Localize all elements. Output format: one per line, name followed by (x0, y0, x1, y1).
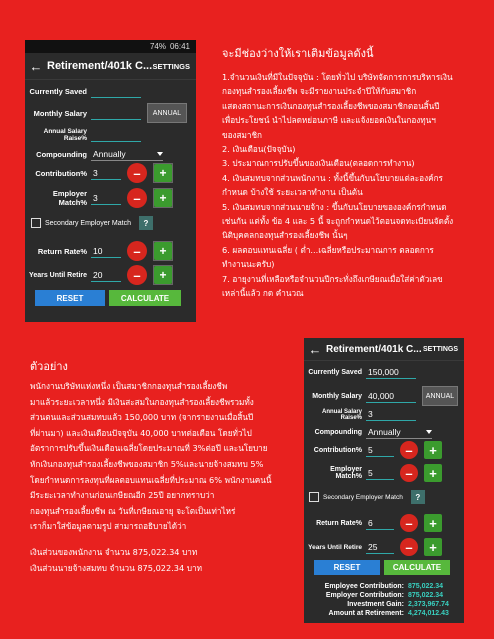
example-paragraph (30, 379, 288, 535)
plus-icon: + (154, 189, 172, 207)
instruction-line: ทำงานนะครับ) (222, 259, 275, 270)
monthly-salary-input[interactable] (91, 107, 141, 120)
back-arrow-icon[interactable]: ← (308, 341, 322, 357)
plus-icon: + (154, 266, 172, 284)
annual-raise-input[interactable]: 3 (366, 408, 416, 421)
app-title: Retirement/401k C... (47, 60, 153, 72)
return-rate-minus-button[interactable]: – (400, 514, 418, 532)
years-plus-button[interactable] (153, 265, 173, 285)
employer-match-input[interactable]: 3 (91, 192, 121, 205)
contribution-label: Contribution% (35, 168, 87, 178)
return-rate-label: Return Rate% (316, 519, 362, 527)
app-bar (304, 338, 464, 361)
instruction-line: กำหนด บ้างใช้ ระยะเวลาทำงาน เป็นต้น (222, 187, 363, 198)
years-input[interactable]: 20 (91, 269, 121, 282)
return-rate-input[interactable]: 10 (91, 245, 121, 258)
instruction-line: นิติบุคคลกองทุนสำรองเลี้ยงชีพ นั้นๆ (222, 230, 348, 241)
employer-match-minus-button[interactable]: – (400, 464, 418, 482)
contribution-minus-button[interactable]: – (400, 441, 418, 459)
currently-saved-input[interactable]: 150,000 (366, 366, 416, 379)
app-title: Retirement/401k C... (326, 343, 422, 355)
result-label: Employee Contribution: (324, 583, 404, 590)
contribution-label: Contribution% (313, 446, 362, 454)
results-labels (304, 582, 404, 618)
plus-icon: + (154, 164, 172, 182)
instruction-line: 6. ผลตอบแทนเฉลี่ย ( ต่ำ...เฉลี่ยหรือประมาณการ ตลอดการ (222, 244, 434, 255)
years-label: Years Until Retire (29, 271, 87, 279)
result-value: 2,373,967.74 (408, 601, 449, 608)
currently-saved-label: Currently Saved (308, 369, 362, 376)
dropdown-caret-icon (157, 152, 163, 156)
phone-screen-1 (25, 40, 196, 322)
example-line: มีระยะเวลาทำงานก่อนเกษียณอีก 25ปี อยากทราบว่า (30, 490, 215, 501)
secondary-employer-label: Secondary Employer Match (45, 219, 131, 227)
example-line: ที่ผ่านมา) และเงินเดือนปัจจุบัน 40,000 บาทต่อเดือน โดยทั่วไป (30, 427, 252, 438)
instruction-line: ของสมาชิก (222, 129, 263, 140)
employer-match-input[interactable]: 5 (366, 467, 394, 480)
result-value: 4,274,012.43 (408, 610, 449, 617)
back-arrow-icon[interactable]: ← (29, 58, 43, 74)
example-line: หักเงินกองทุนสำรองเลี้ยงชีพของสมาชิก 5%และนายจ้างสมทบ 5% (30, 458, 264, 469)
plus-icon: + (154, 242, 172, 260)
compounding-label: Compounding (314, 429, 362, 436)
phone-screen-2 (304, 338, 464, 623)
example-line: มาแล้วระยะเวลาหนึ่ง มีเงินสะสมในกองทุนสำรองเลี้ยงชีพรวมทั้ง (30, 396, 254, 407)
secondary-employer-label: Secondary Employer Match (323, 493, 403, 501)
annual-raise-label: Annual Salary Raise% (321, 408, 362, 421)
employer-match-label: Employer Match% (52, 189, 87, 207)
example-line: พนักงานบริษัทแห่งหนึ่ง เป็นสมาชิกกองทุนสำรองเลี้ยงชีพ (30, 381, 228, 391)
instructions-list (222, 70, 484, 301)
calculate-button[interactable]: CALCULATE (384, 560, 450, 575)
contribution-minus-button[interactable]: – (127, 163, 147, 183)
example-summary (30, 545, 288, 576)
return-rate-plus-button[interactable] (153, 241, 173, 261)
compounding-label: Compounding (36, 150, 87, 159)
result-value: 875,022.34 (408, 583, 444, 590)
monthly-salary-label: Monthly Salary (312, 392, 362, 400)
help-button[interactable]: ? (139, 216, 153, 230)
years-minus-button[interactable]: – (127, 265, 147, 285)
instruction-line: กองทุนสำรองเลี้ยงชีพ จะมีรายงานประจำปีให้กับสมาชิก (222, 86, 417, 97)
instruction-line: เช่นกัน แต่ทั้ง ข้อ 4 และ 5 นี้ จะถูกกำหนดไว้ตอนจดทะเบียนจัดตั้ง (222, 216, 454, 227)
secondary-employer-checkbox[interactable] (31, 218, 41, 228)
example-line: อัตราการปรับขึ้นเงินเดือนเฉลี่ยโดยประมาณที่ 3%ต่อปี และนโยบาย (30, 443, 268, 454)
example-line: กองทุนสำรองเลี้ยงชีพ ณ วันที่เกษียณอายุ จะโตเป็นเท่าไหร่ (30, 505, 236, 516)
example-line: ส่วนตนและส่วนสมทบแล้ว 150,000 บาท (จากรายงานเมื่อสิ้นปี (30, 412, 254, 423)
employer-match-minus-button[interactable]: – (127, 188, 147, 208)
contribution-input[interactable]: 3 (91, 167, 121, 180)
result-value: 875,022.34 (408, 592, 444, 599)
reset-button[interactable]: RESET (314, 560, 380, 575)
instructions-title: จะมีช่องว่างให้เราเติมข้อมูลดังนี้ (222, 47, 374, 60)
years-label: Years Until Retire (308, 543, 362, 551)
currently-saved-label: Currently Saved (29, 87, 87, 96)
annual-button[interactable]: ANNUAL (422, 386, 458, 406)
battery-indicator: 74% (149, 42, 166, 51)
example-title: ตัวอย่าง (30, 360, 68, 373)
years-plus-button[interactable]: + (424, 538, 442, 556)
return-rate-label: Return Rate% (37, 246, 87, 256)
compounding-select[interactable] (366, 426, 432, 439)
instruction-line: 4. เงินสมทบจากส่วนพนักงาน : ทั้งนี้ขึ้นกับนโยบายแต่ละองค์กร (222, 172, 443, 183)
return-rate-minus-button[interactable]: – (127, 241, 147, 261)
employer-match-label: Employer Match% (330, 466, 362, 480)
summary-line: เงินส่วนนายจ้างสมทบ จำนวน 875,022.34 บาท (30, 562, 203, 573)
employer-match-plus-button[interactable] (153, 188, 173, 208)
monthly-salary-input[interactable]: 40,000 (366, 390, 416, 403)
years-input[interactable]: 25 (366, 541, 394, 554)
contribution-plus-button[interactable] (153, 163, 173, 183)
dropdown-caret-icon (426, 430, 432, 434)
example-line: เราก็มาใส่ข้อมูลตามรูป สามารถอธิบายได้ว่า (30, 521, 187, 532)
return-rate-input[interactable]: 6 (366, 517, 394, 530)
result-label: Investment Gain: (347, 601, 404, 608)
employer-match-plus-button[interactable]: + (424, 464, 442, 482)
instruction-line: 1.จำนวนเงินที่มีในปัจจุบัน : โดยทั่วไป บริษัทจัดการการบริหารเงิน (222, 72, 453, 82)
instruction-line: 2. เงินเดือน(ปัจจุบัน) (222, 144, 296, 155)
instruction-line: เพื่อประโยชน์ นำไปลดหย่อนภาษี และแจ้งยอดเงินในกองทุนฯ (222, 115, 436, 126)
results-values (408, 582, 449, 618)
app-bar (25, 53, 196, 80)
example-line: โดยกำหนดการลงทุนที่ผลตอบแทนเฉลี่ยที่ประมาณ 6% พนักงานคนนี้ (30, 474, 272, 485)
settings-button[interactable]: SETTINGS (152, 61, 190, 71)
reset-button[interactable]: RESET (35, 290, 105, 306)
calculate-button[interactable]: CALCULATE (109, 290, 181, 306)
summary-line: เงินส่วนของพนักงาน จำนวน 875,022.34 บาท (30, 547, 198, 557)
compounding-value: Annually (368, 427, 401, 437)
secondary-employer-checkbox[interactable] (309, 492, 319, 502)
compounding-select[interactable] (91, 148, 163, 161)
currently-saved-input[interactable] (91, 85, 141, 98)
annual-raise-input[interactable] (91, 129, 141, 142)
help-button[interactable]: ? (411, 490, 425, 504)
result-label: Employer Contribution: (325, 592, 404, 599)
contribution-input[interactable]: 5 (366, 444, 394, 457)
status-bar (25, 40, 196, 53)
monthly-salary-label: Monthly Salary (33, 108, 87, 118)
settings-button[interactable]: SETTINGS (422, 345, 458, 353)
annual-raise-label: Annual Salary Raise% (43, 128, 87, 142)
status-time: 06:41 (169, 42, 190, 51)
years-minus-button[interactable]: – (400, 538, 418, 556)
compounding-value: Annually (93, 149, 126, 159)
instruction-line: 5. เงินสมทบจากส่วนนายจ้าง : ขึ้นกับนโยบายขององค์กรกำหนด (222, 201, 447, 212)
instruction-line: 3. ประมาณการปรับขึ้นของเงินเดือน(ตลอดการทำงาน) (222, 158, 415, 169)
contribution-plus-button[interactable]: + (424, 441, 442, 459)
instruction-line: 7. อายุงานที่เหลือหรือจำนวนปีกระทั่งถึงเกษียณเมื่อใส่ค่าตัวเลข (222, 273, 443, 284)
instruction-line: แสดงสถานะการเงินกองทุนสำรองเลี้ยงชีพของสมาชิกตอนสิ้นปี (222, 100, 440, 111)
annual-button[interactable]: ANNUAL (147, 103, 187, 123)
instruction-line: เหล่านี้แล้ว กด คำนวณ (222, 288, 304, 299)
return-rate-plus-button[interactable]: + (424, 514, 442, 532)
result-label: Amount at Retirement: (328, 610, 404, 617)
